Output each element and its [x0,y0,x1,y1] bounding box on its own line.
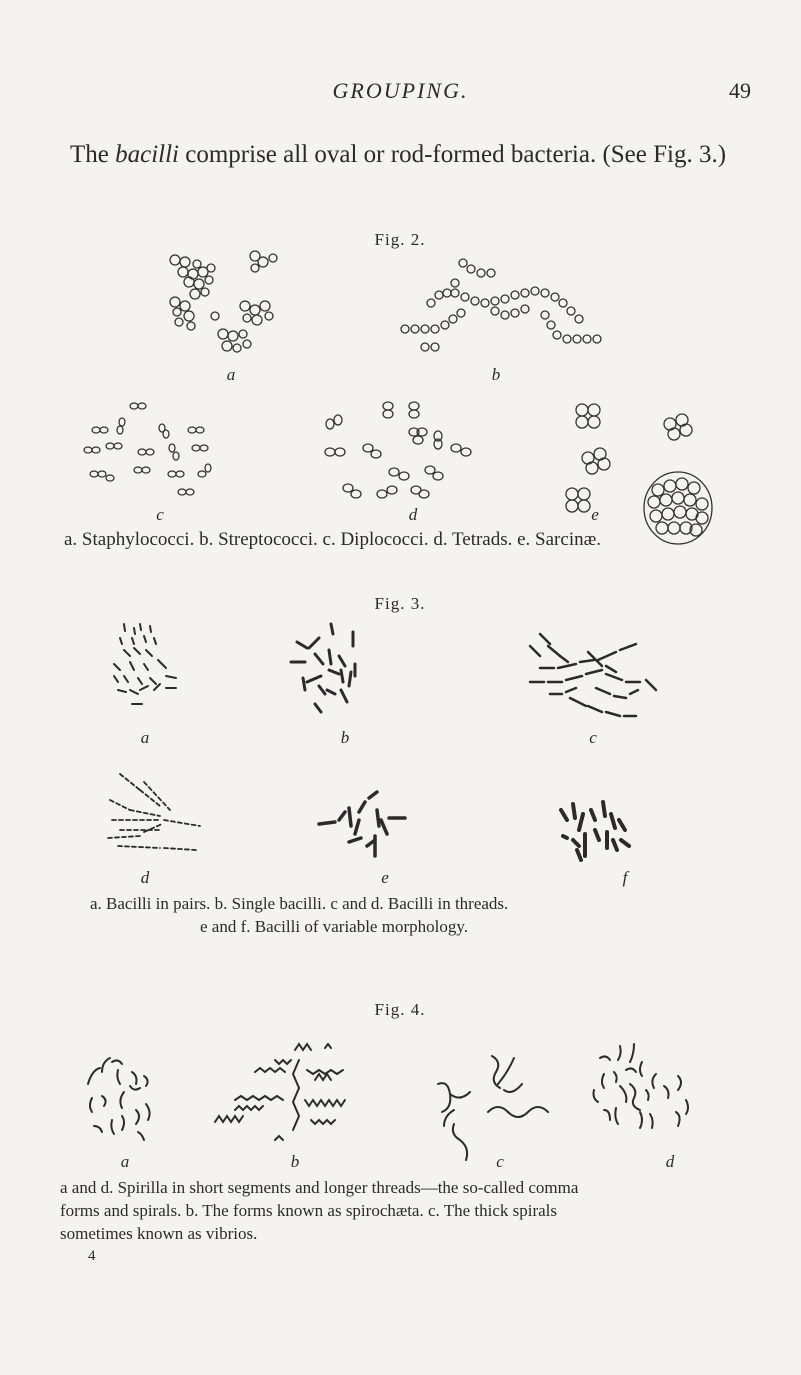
fig2e-label: e [591,505,599,524]
fig2-title: Fig. 2. [374,230,426,249]
intro-text-after: comprise all oval or rod-formed bacteria. (See Fig. 3.) [179,141,727,168]
fig3-caption-line2: e and f. Bacilli of variable morphology. [200,917,468,936]
fig2b-cocci-chains [401,259,601,351]
fig4c-thick-spirals [438,1056,548,1160]
fig3e-rods [319,792,405,856]
intro-italic-word: bacilli [115,141,180,168]
fig4a-label: a [120,1152,130,1171]
fig3f-label: f [622,868,628,887]
fig3c-label: c [589,728,597,747]
fig2-caption: a. Staphylococci. b. Streptococci. c. Diplococci. d. Tetrads. e. Sarcinæ. [64,529,602,550]
fig4d-spirilla-threads-illustration [590,1040,720,1150]
fig4-caption-line2: forms and spirals. b. The forms known as spirochæta. c. The thick spirals [60,1201,558,1220]
fig4-title: Fig. 4. [374,1000,426,1019]
page-header [0,78,801,118]
fig3a-label: a [140,728,150,747]
fig3-caption-line1: a. Bacilli in pairs. b. Single bacilli. c and d. Bacilli in threads. [90,894,509,913]
fig3e-label: e [381,868,389,887]
fig3d-rods [108,774,200,850]
fig2b-label: b [491,365,501,384]
fig3f-rods [561,802,629,860]
fig4-caption-line3: sometimes known as vibrios. [60,1224,258,1243]
signature-mark: 4 [88,1248,96,1264]
fig2d-illustration [318,398,498,508]
fig4d-spirilla [594,1044,689,1128]
fig3b-single-bacilli-illustration [285,620,395,720]
fig3c-bacilli-threads-illustration [510,632,710,722]
running-title: GROUPING. [332,78,469,103]
fig3c-rods [530,634,656,716]
intro-paragraph [70,138,770,172]
fig4b-spirochaeta-illustration [195,1040,395,1150]
fig3b-label: b [340,728,350,747]
fig2c-cocci-pairs [84,403,211,495]
fig4b-spirochaeta-threads [215,1044,345,1140]
fig4c-vibrios-illustration [418,1050,578,1160]
fig2a-cocci-cluster [170,251,277,352]
page-number: 49 [729,78,751,103]
fig3f-variable-bacilli-illustration [555,790,665,870]
fig4c-label: c [496,1152,504,1171]
fig2d-cocci-groups [325,402,471,498]
fig4a-spirilla-illustration [82,1048,182,1148]
fig4d-label: d [665,1152,675,1171]
fig2d-label: d [408,505,418,524]
fig3d-label: d [140,868,150,887]
fig4a-spirilla [88,1058,150,1140]
fig2a-label: a [226,365,236,384]
fig2b-streptococci-illustration [395,255,615,365]
intro-text-before: The [70,141,116,168]
fig3b-rods [291,624,355,712]
fig2c-label: c [156,505,164,524]
fig4-caption-line1: a and d. Spirilla in short segments and longer threads—the so-called comma [60,1178,579,1197]
fig4b-label: b [290,1152,300,1171]
fig3a-bacilli-pairs-illustration [110,620,220,715]
fig3e-variable-bacilli-illustration [315,790,455,865]
fig3-title: Fig. 3. [374,594,426,613]
fig3a-rods [114,624,176,704]
fig2a-staphylococci-illustration [165,250,305,360]
fig2c-diplococci-illustration [82,400,232,500]
fig3d-bacilli-threads-illustration [100,770,240,860]
